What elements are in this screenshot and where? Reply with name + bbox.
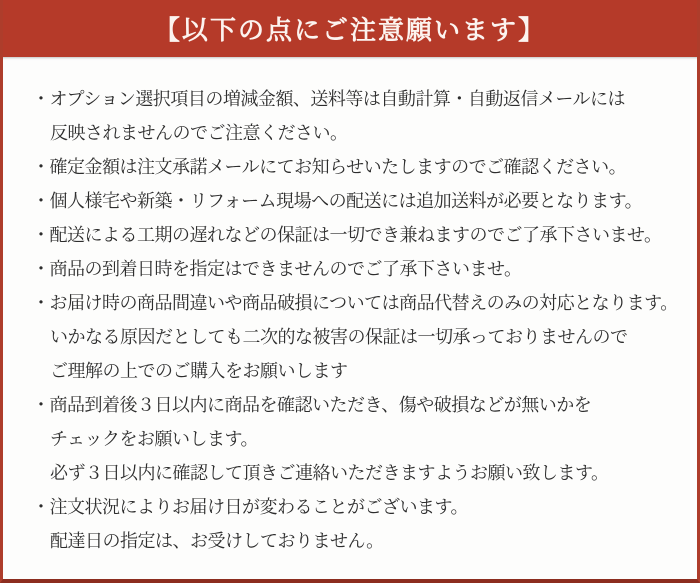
notice-body: [3, 57, 697, 558]
notice-line: ・注文状況によりお届け日が変わることがございます。: [32, 497, 469, 517]
notice-banner: [0, 0, 700, 57]
notice-line: ご理解の上でのご購入をお願いします: [50, 361, 348, 381]
notice-line: 反映されませんのでご注意ください。: [50, 123, 348, 143]
notice-line: ・商品到着後３日以内に商品を確認いただき、傷や破損などが無いかを: [32, 395, 592, 415]
notice-line: ・商品の到着日時を指定はできませんのでご了承下さいませ。: [32, 259, 522, 279]
notice-line: 必ず３日以内に確認して頂きご連絡いただきますようお願い致します。: [50, 463, 609, 483]
notice-line: いかなる原因だとしても二次的な被害の保証は一切承っておりませんので: [50, 327, 628, 347]
notice-line: ・個人様宅や新築・リフォーム現場への配送には追加送料が必要となります。: [32, 191, 643, 211]
notice-line: チェックをお願いします。: [50, 429, 259, 449]
notice-line: 配達日の指定は、お受けしておりません。: [50, 531, 384, 551]
notice-line: ・お届け時の商品間違いや商品破損については商品代替えのみの対応となります。: [32, 293, 678, 313]
notice-line: ・配送による工期の遅れなどの保証は一切でき兼ねますのでご了承下さいませ。: [32, 225, 662, 245]
notice-line: ・確定金額は注文承諾メールにてお知らせいたしますのでご確認ください。: [32, 157, 627, 177]
notice-title: 【以下の点にご注意願います】: [153, 14, 546, 45]
notice-line: ・オプション選択項目の増減金額、送料等は自動計算・自動返信メールには: [32, 89, 626, 109]
